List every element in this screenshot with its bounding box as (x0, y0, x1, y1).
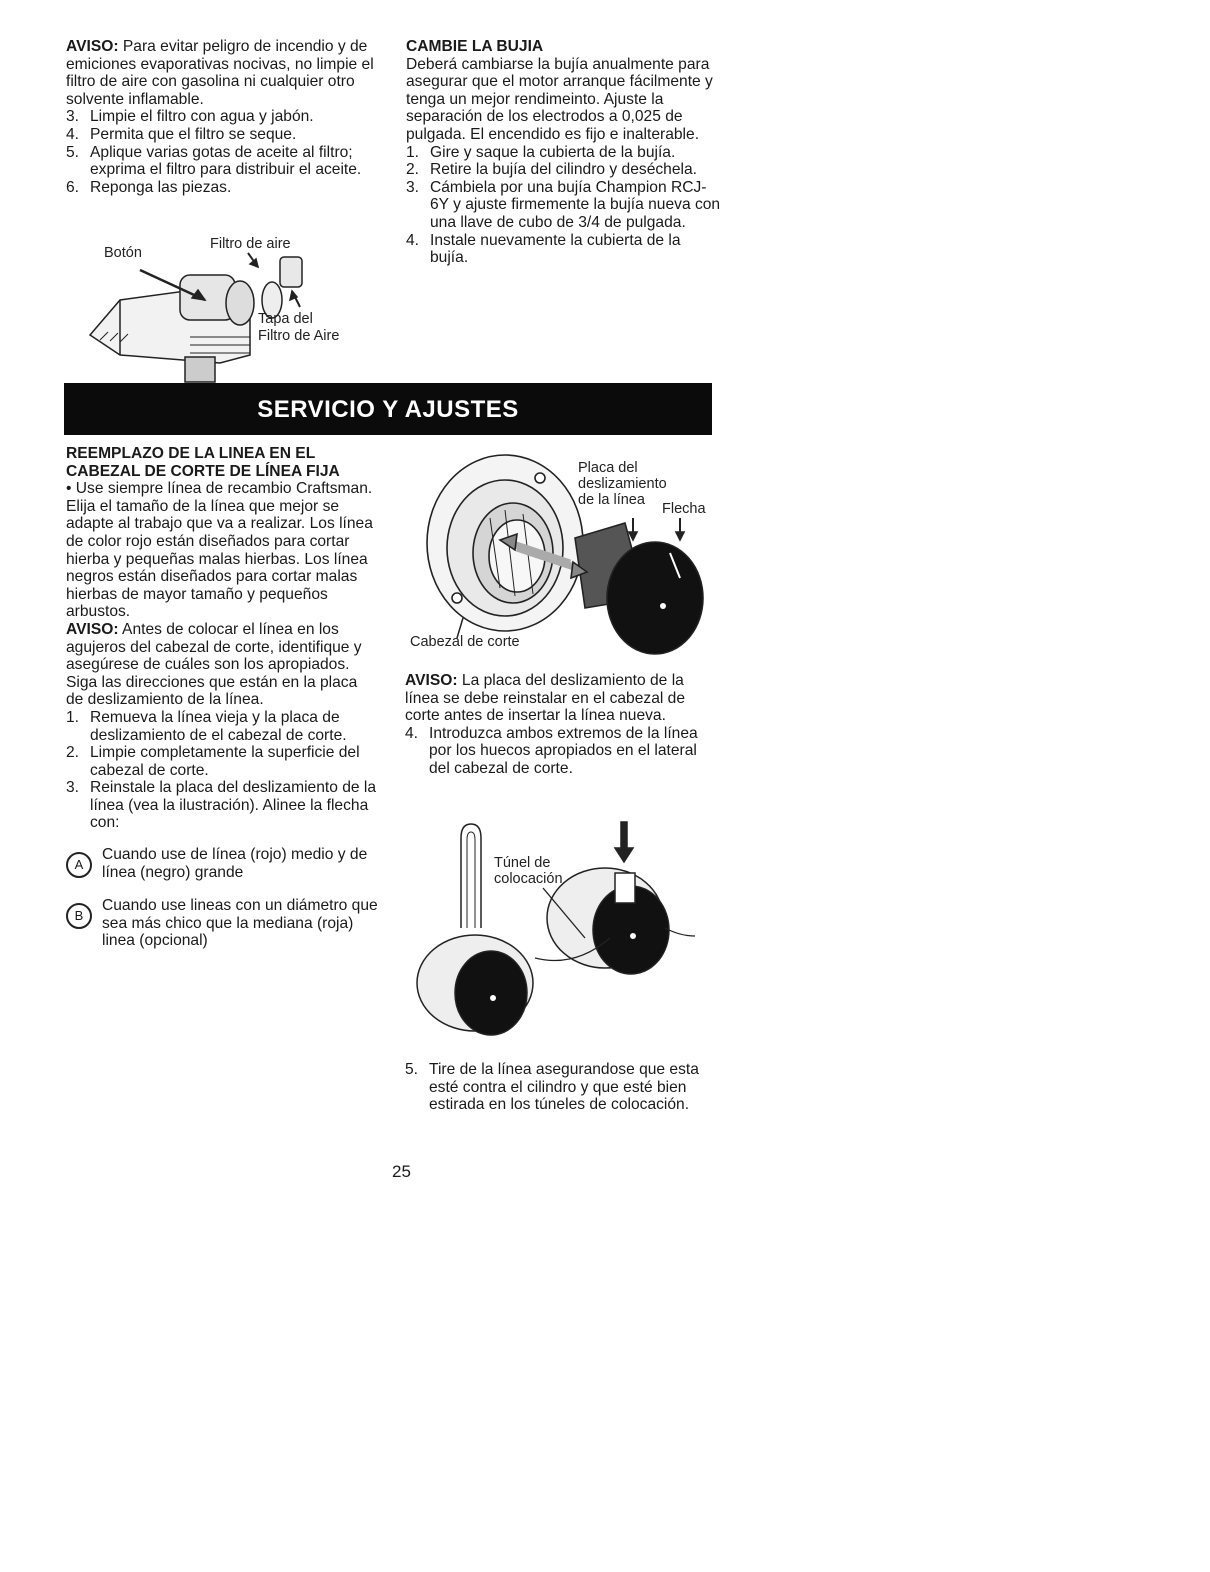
air-filter-steps (66, 108, 376, 196)
step-number: 2. (406, 161, 420, 179)
step-text: Reponga las piezas. (90, 178, 232, 196)
circle-b-icon: B (66, 903, 92, 929)
step-text: Introduzca ambos extremos de la línea por los huecos apropiados en el lateral del cabezal de corte. (429, 724, 698, 777)
bullet-text: • Use siempre línea de recambio Craftsman. (66, 480, 373, 498)
left-warning (66, 621, 378, 709)
step-number: 1. (66, 708, 80, 726)
tunel-label-1: Túnel de (494, 855, 551, 871)
list-item (405, 1061, 720, 1114)
step-5-section (405, 1061, 720, 1114)
list-item (406, 161, 721, 179)
air-filter-section (66, 38, 376, 196)
section-heading: REEMPLAZO DE LA LINEA EN EL CABEZAL DE CORTE DE LÍNEA FIJA (66, 445, 340, 480)
step-number: 2. (66, 744, 80, 762)
list-item (66, 779, 378, 832)
step-number: 4. (66, 125, 80, 143)
tunel-label-2: colocación (494, 871, 563, 887)
list-item (66, 126, 376, 144)
tapa-label-2: Filtro de Aire (258, 328, 340, 344)
step-text: Retire la bujía del cilindro y deséchela. (430, 161, 697, 179)
step-text: Remueva la línea vieja y la placa de deslizamiento de el cabezal de corte. (90, 708, 347, 744)
spark-plug-steps (406, 144, 721, 267)
line-replacement-section (66, 445, 378, 950)
step-5-list (405, 1061, 720, 1114)
list-item (405, 725, 720, 778)
step-text: Limpie completamente la superficie del cabezal de corte. (90, 744, 360, 779)
step-text: Instale nuevamente la cubierta de la bujía. (430, 231, 681, 267)
filtro-label: Filtro de aire (210, 236, 291, 252)
step-number: 5. (405, 1061, 419, 1078)
step-text: Reinstale la placa del deslizamiento de la línea (vea la ilustración). Alinee la flecha con: (90, 779, 377, 832)
warning-text: Para evitar peligro de incendio y de emiciones evaporativas nocivas, no limpie el filtro de aire con gasolina ni cualquier otro solvente inflamable. (66, 38, 374, 108)
note-a (66, 846, 378, 881)
step-text: Gire y saque la cubierta de la bujía. (430, 143, 676, 161)
list-item (66, 179, 376, 197)
flecha-label: Flecha (662, 501, 706, 517)
step-number: 4. (405, 724, 419, 742)
list-item (66, 744, 378, 779)
placa-label-2: deslizamiento (578, 476, 667, 492)
list-item (406, 144, 721, 162)
warning-text: La placa del deslizamiento de la línea se debe reinstalar en el cabezal de corte antes de insertar la línea nueva. (405, 672, 686, 725)
step-number: 3. (66, 779, 80, 797)
step-text: Aplique varias gotas de aceite al filtro; exprima el filtro para distribuir el aceite. (90, 143, 362, 179)
note-b-text: Cuando use lineas con un diámetro que sea más chico que la mediana (roja) linea (opcional) (102, 897, 378, 950)
placa-label-3: de la línea (578, 492, 645, 508)
list-item (66, 709, 378, 744)
note-b (66, 897, 378, 950)
step-text: Permita que el filtro se seque. (90, 125, 297, 143)
warning-label: AVISO: (66, 620, 119, 638)
spark-plug-section (406, 38, 721, 267)
list-item (66, 108, 376, 126)
note-a-text: Cuando use de línea (rojo) medio y de línea (negro) grande (102, 846, 368, 881)
step-4-list (405, 725, 720, 778)
page-number: 25 (392, 1162, 411, 1181)
warning-label: AVISO: (405, 672, 458, 689)
boton-label: Botón (104, 245, 142, 261)
list-item (66, 144, 376, 179)
warning-text: Antes de colocar el línea en los agujeros del cabezal de corte, identifique y asegúrese de cuáles son los apropiados. Siga las direcciones que están en la placa de deslizamiento de la línea. (66, 620, 362, 709)
step-number: 6. (66, 178, 80, 196)
step-number: 4. (406, 231, 420, 249)
list-item (406, 179, 721, 232)
step-number: 3. (406, 178, 420, 196)
tapa-label-1: Tapa del (258, 311, 313, 327)
step-text: Limpie el filtro con agua y jabón. (90, 108, 314, 126)
list-item (406, 232, 721, 267)
step-text: Tire de la línea asegurandose que esta esté contra el cilindro y que esté bien estirada en los túneles de colocación. (429, 1061, 699, 1114)
intro-paragraph: Elija el tamaño de la línea que mejor se adapte al trabajo que va a realizar. Los línea de color rojo están diseñados para cortar hierba y pequeñas malas hierbas. Los línea negros están diseñados para cortar malas hierbas de mayor tamaño y pequeños arbustos. (66, 497, 373, 621)
warning-label: AVISO: (66, 38, 119, 55)
cabezal-label: Cabezal de corte (410, 634, 520, 650)
right-text-section (405, 672, 720, 778)
spark-plug-intro: Deberá cambiarse la bujía anualmente para asegurar que el motor arranque fácilmente y tenga un mejor rendimeinto. Ajuste la separación de los electrodos a 0,025 de pulgada. El encendido es fijo e inalterable. (406, 55, 713, 143)
air-filter-warning (66, 38, 376, 108)
air-filter-illustration (80, 245, 380, 385)
step-number: 5. (66, 143, 80, 161)
line-threading-illustration (405, 818, 705, 1043)
right-warning (405, 672, 720, 725)
replacement-steps (66, 709, 378, 832)
step-text: Cámbiela por una bujía Champion RCJ-6Y y ajuste firmemente la bujía nueva con una llave de cubo de 3/4 de pulgada. (430, 178, 721, 231)
placa-label-1: Placa del (578, 460, 638, 476)
spark-plug-heading: CAMBIE LA BUJIA (406, 38, 544, 55)
step-number: 1. (406, 143, 420, 161)
circle-a-icon: A (66, 852, 92, 878)
section-banner: SERVICIO Y AJUSTES (64, 383, 712, 435)
step-number: 3. (66, 108, 80, 126)
